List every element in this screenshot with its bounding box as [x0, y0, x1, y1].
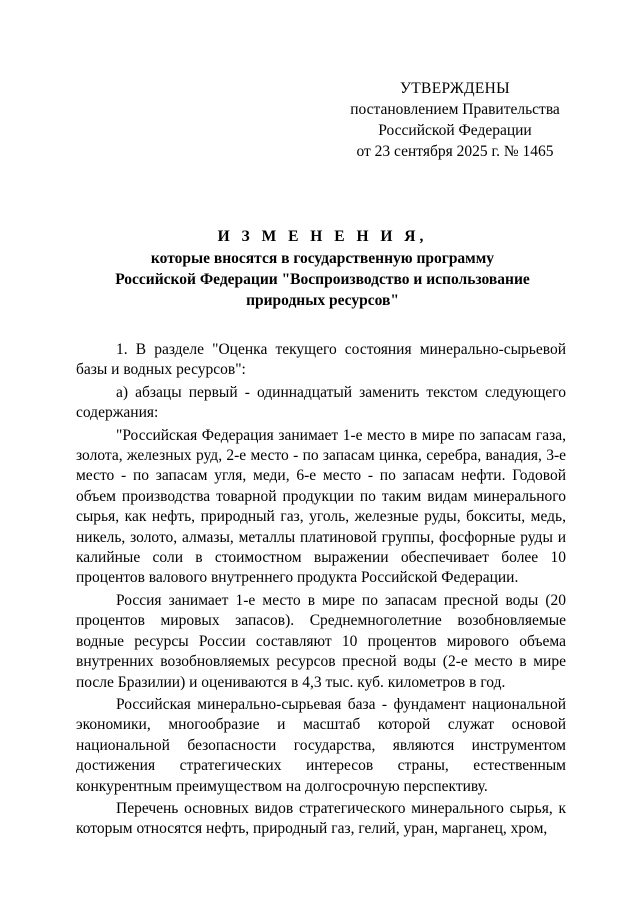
paragraph: 1. В разделе "Оценка текущего состояния минерально-сырьевой базы и водных ресурсов": — [76, 341, 566, 379]
paragraph: а) абзацы первый - одиннадцатый заменить текстом следующего содержания: — [76, 383, 566, 422]
approval-line-2: Российской Федерации — [378, 122, 532, 139]
paragraph: "Российская Федерация занимает 1-е место в мире по запасам газа, золота, железных руд, 2-е место - по запасам цинка, серебра, ванадия, 3-е место - по запасам угля, меди, 6-е место - по запасам нефти. Годовой объем производства товарной продукции по таким видам минерального сырья, как нефть, природный газ, уголь, железные руды, бокситы, медь, никель, золото, алмазы, металлы платиновой группы, фосфорные руды и калийные соли в стоимостном выражении обеспечивает более 10 процентов валового внутреннего продукта Российской Федерации. — [76, 426, 566, 587]
title-line-3: природных ресурсов" — [246, 292, 399, 309]
approval-line-1: постановлением Правительства — [350, 101, 560, 118]
title-line-1: которые вносятся в государственную программу — [150, 250, 495, 267]
paragraph: Российская минерально-сырьевая база - фундамент национальной экономики, многообразие и масштаб которой служат основой национальной безопасности государства, являются инструментом достижения стратегических интересов страны, естественным конкурентным преимуществом на долгосрочную перспективу. — [76, 695, 566, 795]
paragraph: Россия занимает 1-е место в мире по запасам пресной воды (20 процентов мировых запасов). Среднемноголетние возобновляемые водные ресурсы России составляют 10 процентов мирового объема внутренних возобновляемых ресурсов пресной воды (2-е место в мире после Бразилии) и оцениваются в 4,3 тыс. куб. километров в год. — [76, 591, 566, 691]
document-title — [80, 226, 565, 311]
approval-block — [330, 78, 580, 162]
title-line-2: Российской Федерации "Воспроизводство и использование — [115, 271, 530, 288]
approval-heading: УТВЕРЖДЕНЫ — [400, 80, 510, 97]
approval-line-3: от 23 сентября 2025 г. № 1465 — [356, 143, 554, 160]
document-body — [76, 340, 566, 842]
paragraph: Перечень основных видов стратегического минерального сырья, к которым относятся нефть, природный газ, гелий, уран, марганец, хром, — [76, 799, 566, 838]
title-heading: И З М Е Н Е Н И Я, — [217, 228, 428, 245]
